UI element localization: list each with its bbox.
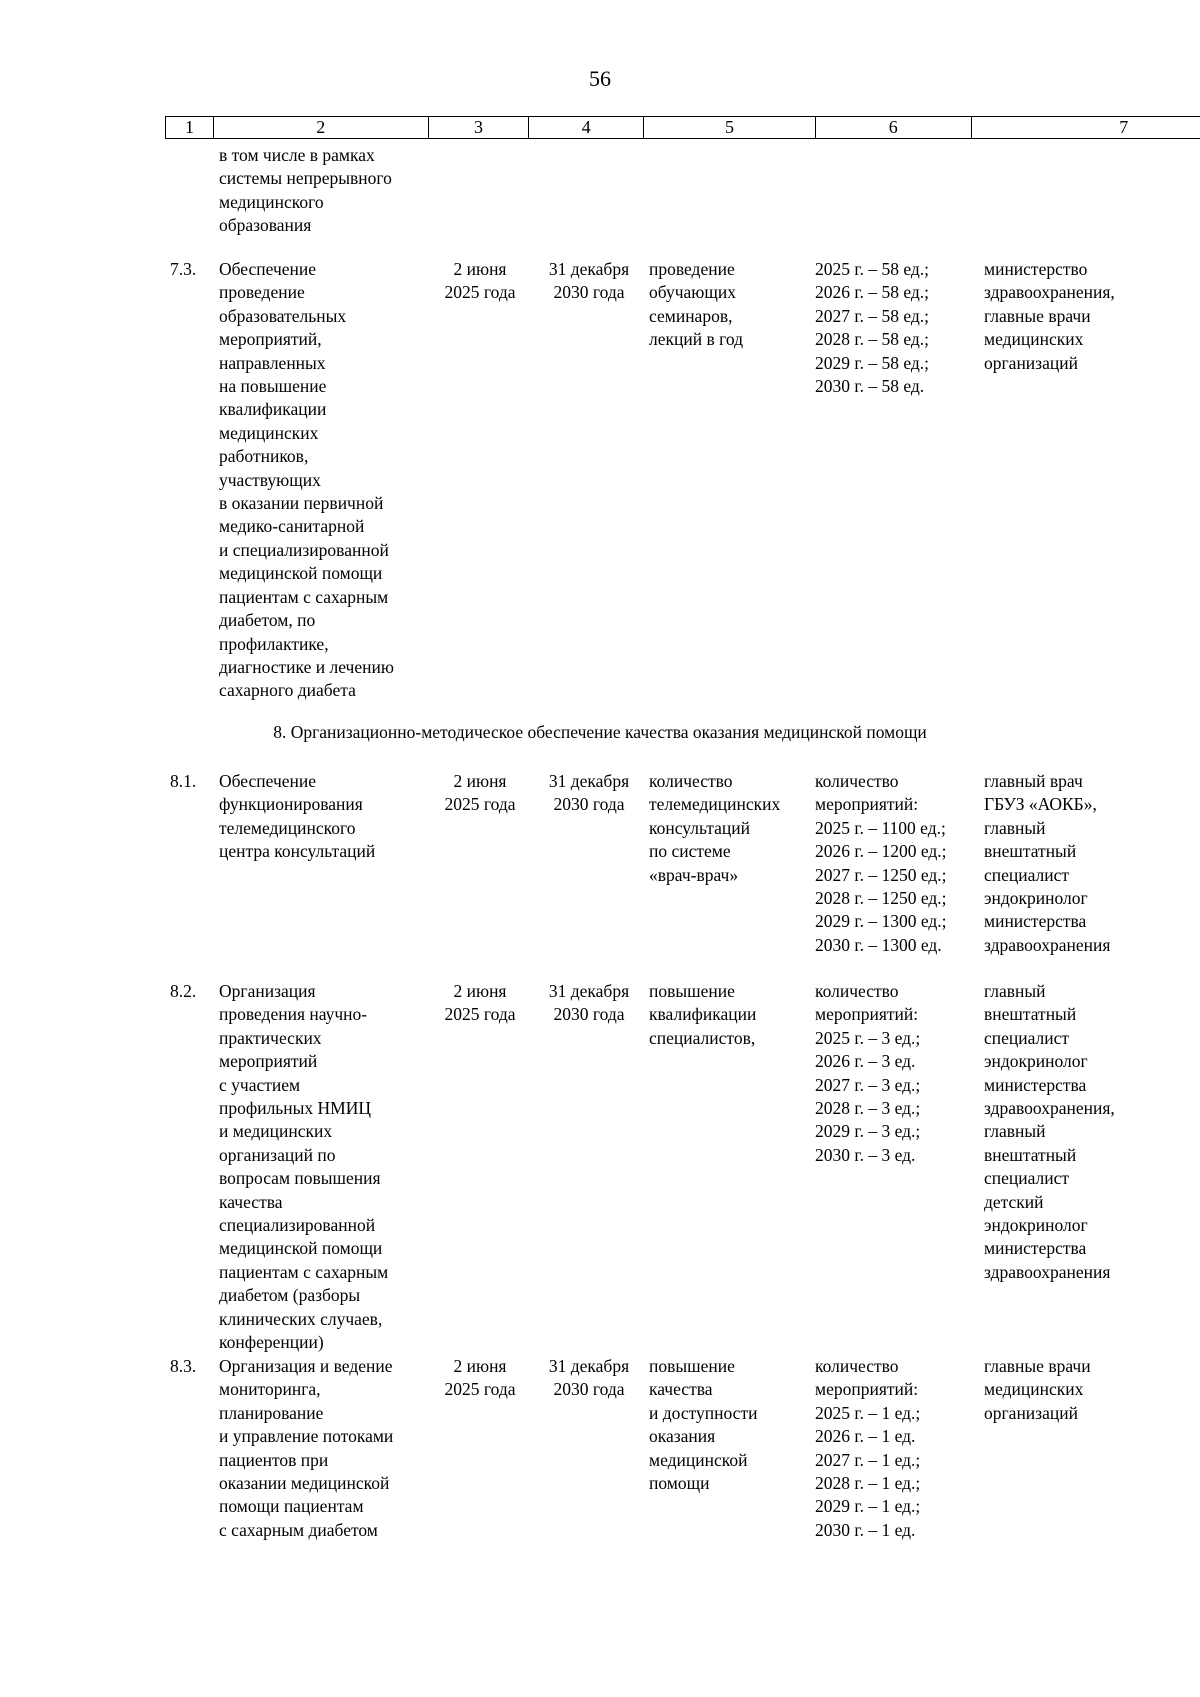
row-start-date: 2 июня 2025 года xyxy=(444,981,516,1025)
row-number: 8.2. xyxy=(170,981,197,1001)
row-start-date: 2 июня 2025 года xyxy=(444,259,516,303)
row-name: Обеспечение проведение образовательных мероприятий, направленных на повышение квалификации медицинских работников, участвующих в оказании первичной медико-санитарной и специализированной медицинской помощи пациентам с сахарным диабетом, по профилактике, диагностике и лечению сахарного диабета xyxy=(219,259,394,701)
row-number: 8.3. xyxy=(170,1356,197,1376)
row-indicator: проведение обучающих семинаров, лекций в год xyxy=(649,259,744,350)
header-cell-5: 5 xyxy=(644,117,816,138)
section-title: 8. Организационно-методическое обеспечение качества оказания медицинской помощи xyxy=(273,722,927,742)
row-name: Организация проведения научно- практических мероприятий с участием профильных НМИЦ и медицинских организаций по вопросам повышения качества специализированной медицинской помощи пациентам с сахарным диабетом (разборы клинических случаев, конференции) xyxy=(219,981,389,1353)
row-name: в том числе в рамках системы непрерывного медицинского образования xyxy=(219,145,392,236)
row-target: количество мероприятий: 2025 г. – 1 ед.; 2026 г. – 1 ед. 2027 г. – 1 ед.; 2028 г. – 1 ед.; 2029 г. – 1 ед.; 2030 г. – 1 ед. xyxy=(815,1356,921,1540)
row-indicator: повышение квалификации специалистов, xyxy=(649,981,757,1048)
row-end-date: 31 декабря 2030 года xyxy=(548,981,630,1025)
row-start-date: 2 июня 2025 года xyxy=(444,1356,516,1400)
page-number: 56 xyxy=(589,66,611,91)
row-responsible: министерство здравоохранения, главные врачи медицинских организаций xyxy=(984,259,1115,373)
row-responsible: главные врачи медицинских организаций xyxy=(984,1356,1091,1423)
row-indicator: количество телемедицинских консультаций по системе «врач-врач» xyxy=(649,771,781,885)
row-end-date: 31 декабря 2030 года xyxy=(548,771,630,815)
row-end-date: 31 декабря 2030 года xyxy=(548,1356,630,1400)
row-number: 8.1. xyxy=(170,771,197,791)
header-cell-4: 4 xyxy=(529,117,644,138)
row-end-date: 31 декабря 2030 года xyxy=(548,259,630,303)
row-start-date: 2 июня 2025 года xyxy=(444,771,516,815)
row-target: 2025 г. – 58 ед.; 2026 г. – 58 ед.; 2027 г. – 58 ед.; 2028 г. – 58 ед.; 2029 г. – 58 ед.; 2030 г. – 58 ед. xyxy=(815,259,930,397)
header-cell-2: 2 xyxy=(214,117,429,138)
header-cell-6: 6 xyxy=(816,117,972,138)
row-name: Организация и ведение мониторинга, планирование и управление потоками пациентов при оказании медицинской помощи пациентам с сахарным диабетом xyxy=(219,1356,394,1540)
table-header-row xyxy=(165,116,1200,139)
row-number: 7.3. xyxy=(170,259,197,279)
row-responsible: главный внештатный специалист эндокринолог министерства здравоохранения, главный внештатный специалист детский эндокринолог министерства здравоохранения xyxy=(984,981,1115,1282)
row-responsible: главный врач ГБУЗ «АОКБ», главный внештатный специалист эндокринолог министерства здравоохранения xyxy=(984,771,1111,955)
row-target: количество мероприятий: 2025 г. – 1100 ед.; 2026 г. – 1200 ед.; 2027 г. – 1250 ед.; 2028 г. – 1250 ед.; 2029 г. – 1300 ед.; 2030 г. – 1300 ед. xyxy=(815,771,947,955)
row-target: количество мероприятий: 2025 г. – 3 ед.; 2026 г. – 3 ед. 2027 г. – 3 ед.; 2028 г. – 3 ед.; 2029 г. – 3 ед.; 2030 г. – 3 ед. xyxy=(815,981,921,1165)
header-cell-7: 7 xyxy=(1119,117,1129,137)
row-indicator: повышение качества и доступности оказания медицинской помощи xyxy=(649,1356,758,1494)
header-cell-3: 3 xyxy=(429,117,530,138)
header-cell-1: 1 xyxy=(166,117,214,138)
row-name: Обеспечение функционирования телемедицинского центра консультаций xyxy=(219,771,376,862)
